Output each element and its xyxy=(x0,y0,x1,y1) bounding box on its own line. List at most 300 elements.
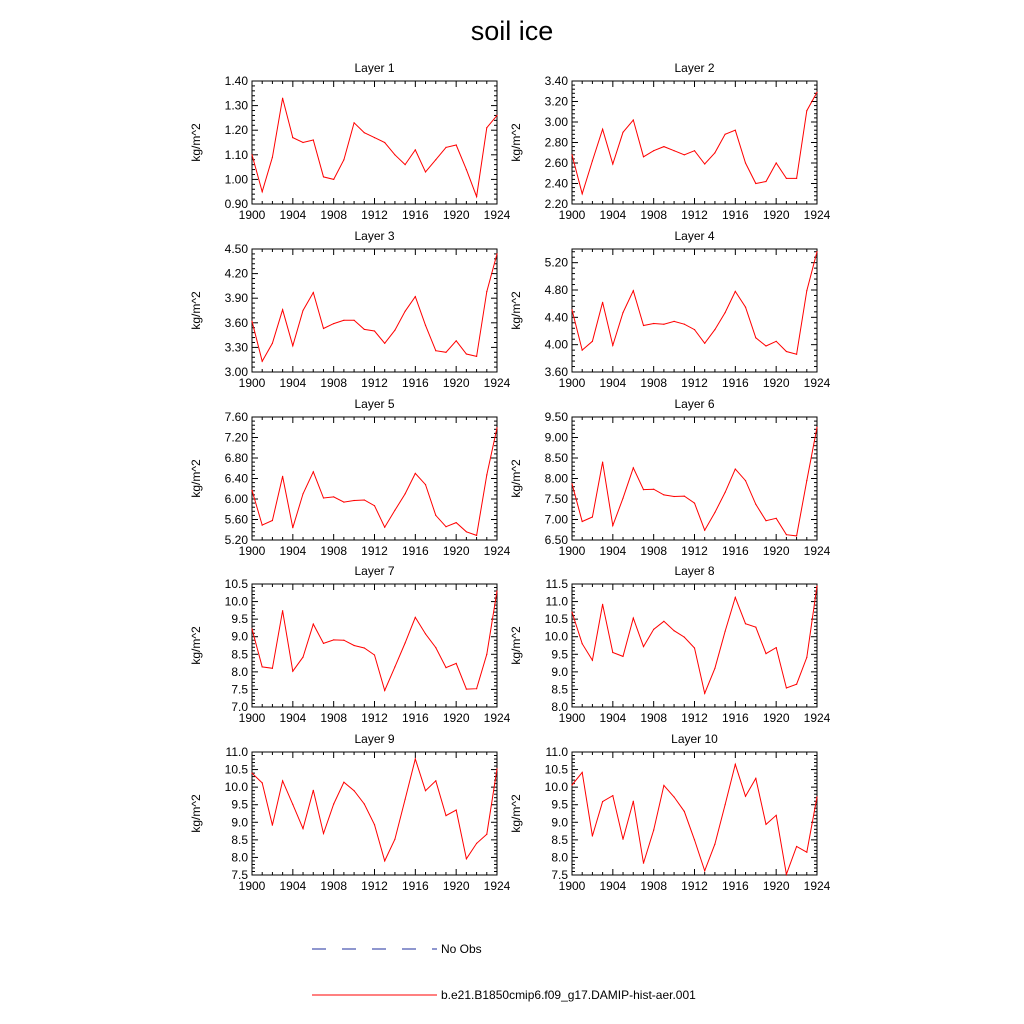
data-point xyxy=(251,773,252,774)
panel-title: Layer 1 xyxy=(354,61,395,75)
data-point xyxy=(445,147,446,148)
x-tick-label: 1916 xyxy=(401,544,429,558)
y-tick-label: 7.20 xyxy=(224,430,248,445)
data-point xyxy=(486,654,487,655)
data-point xyxy=(302,493,303,494)
x-tick-label: 1924 xyxy=(803,208,831,222)
data-point xyxy=(435,647,436,648)
data-point xyxy=(684,496,685,497)
data-point xyxy=(765,520,766,521)
data-point xyxy=(405,642,406,643)
y-tick-label: 9.0 xyxy=(231,629,248,644)
data-point xyxy=(354,645,355,646)
data-point xyxy=(262,361,263,362)
x-tick-label: 1920 xyxy=(762,544,790,558)
data-point xyxy=(663,785,664,786)
data-point xyxy=(643,646,644,647)
data-point xyxy=(816,92,817,93)
y-tick-label: 7.0 xyxy=(231,700,248,714)
data-point xyxy=(476,688,477,689)
data-point xyxy=(456,340,457,341)
x-tick-label: 1924 xyxy=(483,376,511,390)
data-point xyxy=(765,653,766,654)
data-point xyxy=(816,251,817,252)
data-point xyxy=(622,839,623,840)
data-point xyxy=(282,610,283,611)
data-point xyxy=(684,811,685,812)
x-tick-label: 1924 xyxy=(803,879,831,893)
data-point xyxy=(384,343,385,344)
data-point xyxy=(323,833,324,834)
data-point xyxy=(394,510,395,511)
y-tick-label: 8.0 xyxy=(231,850,248,865)
data-point xyxy=(374,505,375,506)
data-point xyxy=(456,522,457,523)
data-point xyxy=(333,323,334,324)
data-point xyxy=(612,525,613,526)
x-tick-label: 1924 xyxy=(483,544,511,558)
data-point xyxy=(694,503,695,504)
data-point xyxy=(486,474,487,475)
data-point xyxy=(415,296,416,297)
data-point xyxy=(612,345,613,346)
y-tick-label: 4.80 xyxy=(544,283,568,297)
data-point xyxy=(714,152,715,153)
panel-title: Layer 6 xyxy=(674,397,715,411)
x-tick-label: 1912 xyxy=(681,544,708,558)
data-point xyxy=(251,321,252,322)
x-tick-label: 1900 xyxy=(558,208,586,222)
x-tick-label: 1916 xyxy=(401,879,429,893)
data-point xyxy=(796,535,797,536)
data-point xyxy=(333,496,334,497)
data-point xyxy=(745,162,746,163)
data-point xyxy=(653,150,654,151)
data-point xyxy=(456,809,457,810)
data-point xyxy=(571,309,572,310)
y-tick-label: 11.0 xyxy=(545,745,568,759)
panel-layer-3 xyxy=(189,229,511,390)
y-tick-label: 1.00 xyxy=(224,172,248,187)
data-point xyxy=(674,796,675,797)
data-point xyxy=(622,656,623,657)
data-point xyxy=(571,784,572,785)
x-tick-label: 1912 xyxy=(681,376,708,390)
data-point xyxy=(806,290,807,291)
legend-no-obs-label: No Obs xyxy=(441,942,482,956)
data-point xyxy=(476,356,477,357)
y-tick-label: 1.10 xyxy=(224,147,248,162)
data-point xyxy=(663,324,664,325)
y-tick-label: 8.0 xyxy=(231,664,248,679)
x-tick-label: 1920 xyxy=(442,544,470,558)
data-point xyxy=(282,98,283,99)
y-tick-label: 4.40 xyxy=(544,310,568,325)
y-tick-label: 10.0 xyxy=(224,780,248,795)
data-point xyxy=(714,844,715,845)
data-point xyxy=(313,471,314,472)
y-tick-label: 3.40 xyxy=(544,74,568,88)
x-tick-label: 1920 xyxy=(442,208,470,222)
data-point xyxy=(776,518,777,519)
data-point xyxy=(592,835,593,836)
data-point xyxy=(592,341,593,342)
data-point xyxy=(674,321,675,322)
y-tick-label: 3.30 xyxy=(224,340,248,355)
y-tick-label: 11.5 xyxy=(545,577,568,591)
data-point xyxy=(456,663,457,664)
x-tick-label: 1900 xyxy=(238,711,266,725)
y-tick-label: 8.50 xyxy=(544,451,568,465)
data-point xyxy=(694,329,695,330)
data-point xyxy=(725,804,726,805)
data-point xyxy=(272,668,273,669)
y-tick-label: 9.5 xyxy=(231,797,248,812)
x-tick-label: 1924 xyxy=(483,208,511,222)
x-tick-label: 1904 xyxy=(599,208,627,222)
data-point xyxy=(374,330,375,331)
data-point xyxy=(796,684,797,685)
x-tick-label: 1904 xyxy=(599,879,627,893)
data-point xyxy=(394,666,395,667)
data-point xyxy=(496,427,497,428)
data-point xyxy=(612,652,613,653)
data-point xyxy=(582,521,583,522)
panels-group xyxy=(189,61,831,893)
data-point xyxy=(622,132,623,133)
data-point xyxy=(394,839,395,840)
data-point xyxy=(272,157,273,158)
data-point xyxy=(313,139,314,140)
y-tick-label: 3.60 xyxy=(224,315,248,330)
data-point xyxy=(302,310,303,311)
data-point xyxy=(755,337,756,338)
data-point xyxy=(725,134,726,135)
y-tick-label: 7.50 xyxy=(544,492,568,506)
data-point xyxy=(262,191,263,192)
y-axis-label: kg/m^2 xyxy=(509,459,523,498)
data-point xyxy=(582,350,583,351)
data-point xyxy=(476,196,477,197)
data-point xyxy=(476,535,477,536)
data-point xyxy=(302,657,303,658)
data-point xyxy=(323,176,324,177)
x-tick-label: 1916 xyxy=(721,879,749,893)
data-point xyxy=(714,329,715,330)
y-axis-label: kg/m^2 xyxy=(509,291,523,330)
data-point xyxy=(323,328,324,329)
y-tick-label: 10.0 xyxy=(224,594,248,609)
x-tick-label: 1900 xyxy=(558,376,586,390)
x-tick-label: 1908 xyxy=(320,208,348,222)
data-point xyxy=(394,154,395,155)
chart-title: soil ice xyxy=(470,16,554,46)
data-point xyxy=(663,621,664,622)
series-line xyxy=(572,586,817,693)
data-point xyxy=(725,312,726,313)
y-tick-label: 4.50 xyxy=(224,242,248,256)
data-point xyxy=(704,163,705,164)
panel-title: Layer 10 xyxy=(671,732,718,746)
y-axis-label: kg/m^2 xyxy=(189,459,203,498)
y-axis-label: kg/m^2 xyxy=(189,123,203,162)
data-point xyxy=(496,253,497,254)
y-tick-label: 9.5 xyxy=(551,647,568,662)
data-point xyxy=(796,846,797,847)
x-tick-label: 1916 xyxy=(721,711,749,725)
data-point xyxy=(653,829,654,830)
data-point xyxy=(425,790,426,791)
data-point xyxy=(435,780,436,781)
y-tick-label: 3.20 xyxy=(544,94,568,109)
y-tick-label: 7.5 xyxy=(231,682,248,697)
data-point xyxy=(735,764,736,765)
data-point xyxy=(694,647,695,648)
data-point xyxy=(384,690,385,691)
data-point xyxy=(486,291,487,292)
data-point xyxy=(262,782,263,783)
data-point xyxy=(415,758,416,759)
data-point xyxy=(674,630,675,631)
x-tick-label: 1908 xyxy=(320,544,348,558)
panel-layer-8 xyxy=(509,564,831,725)
series-line xyxy=(252,254,497,361)
data-point xyxy=(622,498,623,499)
data-point xyxy=(435,159,436,160)
y-tick-label: 11.0 xyxy=(545,594,568,609)
data-point xyxy=(633,801,634,802)
data-point xyxy=(725,631,726,632)
y-axis-label: kg/m^2 xyxy=(189,291,203,330)
x-tick-label: 1900 xyxy=(238,879,266,893)
x-tick-label: 1912 xyxy=(361,711,388,725)
x-tick-label: 1912 xyxy=(361,208,388,222)
data-point xyxy=(333,179,334,180)
series-line xyxy=(572,252,817,355)
series-line xyxy=(252,759,497,861)
data-point xyxy=(354,500,355,501)
legend-series-label: b.e21.B1850cmip6.f09_g17.DAMIP-hist-aer.001 xyxy=(441,988,696,1002)
x-tick-label: 1912 xyxy=(681,879,708,893)
plot-frame xyxy=(572,584,817,707)
panel-title: Layer 4 xyxy=(674,229,715,243)
data-point xyxy=(612,795,613,796)
data-point xyxy=(374,824,375,825)
x-tick-label: 1924 xyxy=(803,544,831,558)
data-point xyxy=(745,480,746,481)
data-point xyxy=(323,643,324,644)
x-tick-label: 1916 xyxy=(721,376,749,390)
data-point xyxy=(806,110,807,111)
y-tick-label: 2.40 xyxy=(544,176,568,191)
data-point xyxy=(633,290,634,291)
y-tick-label: 9.0 xyxy=(551,815,568,830)
data-point xyxy=(354,790,355,791)
data-point xyxy=(612,163,613,164)
y-tick-label: 3.00 xyxy=(224,365,248,379)
plot-frame xyxy=(252,81,497,204)
panel-layer-9 xyxy=(189,732,511,893)
data-point xyxy=(806,657,807,658)
y-tick-label: 2.80 xyxy=(544,135,568,150)
y-tick-label: 9.5 xyxy=(231,612,248,627)
x-tick-label: 1920 xyxy=(762,711,790,725)
data-point xyxy=(776,647,777,648)
data-point xyxy=(602,801,603,802)
x-tick-label: 1920 xyxy=(762,879,790,893)
x-tick-label: 1912 xyxy=(681,711,708,725)
data-point xyxy=(633,467,634,468)
y-tick-label: 4.20 xyxy=(224,266,248,281)
data-point xyxy=(602,462,603,463)
data-point xyxy=(745,623,746,624)
data-point xyxy=(282,780,283,781)
x-tick-label: 1916 xyxy=(401,376,429,390)
y-tick-label: 8.5 xyxy=(231,832,248,847)
data-point xyxy=(394,330,395,331)
y-tick-label: 5.60 xyxy=(224,512,248,527)
data-point xyxy=(354,122,355,123)
data-point xyxy=(776,162,777,163)
x-tick-label: 1916 xyxy=(721,208,749,222)
data-point xyxy=(633,119,634,120)
data-point xyxy=(466,169,467,170)
data-point xyxy=(745,796,746,797)
data-point xyxy=(292,137,293,138)
x-tick-label: 1908 xyxy=(640,879,668,893)
plot-frame xyxy=(572,752,817,875)
data-point xyxy=(374,654,375,655)
y-axis-label: kg/m^2 xyxy=(509,123,523,162)
y-tick-label: 8.00 xyxy=(544,471,568,486)
data-point xyxy=(714,668,715,669)
data-point xyxy=(592,160,593,161)
plot-frame xyxy=(572,417,817,540)
data-point xyxy=(704,870,705,871)
data-point xyxy=(765,824,766,825)
data-point xyxy=(776,815,777,816)
y-tick-label: 10.0 xyxy=(544,629,568,644)
data-point xyxy=(571,483,572,484)
data-point xyxy=(313,790,314,791)
data-point xyxy=(272,343,273,344)
x-tick-label: 1920 xyxy=(442,376,470,390)
data-point xyxy=(435,350,436,351)
data-point xyxy=(466,689,467,690)
y-axis-label: kg/m^2 xyxy=(509,794,523,833)
data-point xyxy=(486,834,487,835)
data-point xyxy=(735,469,736,470)
data-point xyxy=(643,156,644,157)
data-point xyxy=(663,494,664,495)
data-point xyxy=(445,667,446,668)
panel-title: Layer 5 xyxy=(354,397,395,411)
data-point xyxy=(425,484,426,485)
data-point xyxy=(323,497,324,498)
y-tick-label: 7.5 xyxy=(551,868,568,882)
data-point xyxy=(816,427,817,428)
data-point xyxy=(251,154,252,155)
x-tick-label: 1920 xyxy=(442,879,470,893)
x-tick-label: 1900 xyxy=(558,711,586,725)
data-point xyxy=(292,804,293,805)
data-point xyxy=(735,597,736,598)
data-point xyxy=(445,526,446,527)
series-line xyxy=(572,92,817,194)
x-tick-label: 1900 xyxy=(238,208,266,222)
x-tick-label: 1900 xyxy=(558,879,586,893)
y-tick-label: 1.40 xyxy=(224,74,248,88)
y-tick-label: 7.60 xyxy=(224,410,248,424)
panel-layer-7 xyxy=(189,564,511,725)
y-tick-label: 6.80 xyxy=(224,451,248,465)
data-point xyxy=(571,154,572,155)
data-point xyxy=(292,527,293,528)
data-point xyxy=(755,504,756,505)
y-tick-label: 1.30 xyxy=(224,98,248,113)
data-point xyxy=(313,624,314,625)
x-tick-label: 1904 xyxy=(599,711,627,725)
data-point xyxy=(674,496,675,497)
x-tick-label: 1920 xyxy=(762,208,790,222)
series-line xyxy=(252,428,497,536)
y-tick-label: 9.0 xyxy=(551,664,568,679)
data-point xyxy=(796,354,797,355)
data-point xyxy=(714,512,715,513)
data-point xyxy=(364,803,365,804)
panel-layer-1 xyxy=(189,61,511,222)
data-point xyxy=(343,782,344,783)
data-point xyxy=(282,309,283,310)
data-point xyxy=(643,863,644,864)
data-point xyxy=(405,799,406,800)
y-tick-label: 10.0 xyxy=(544,780,568,795)
data-point xyxy=(466,531,467,532)
y-tick-label: 8.0 xyxy=(551,700,568,714)
y-tick-label: 3.90 xyxy=(224,291,248,306)
y-tick-label: 9.5 xyxy=(551,797,568,812)
data-point xyxy=(384,527,385,528)
data-point xyxy=(602,302,603,303)
x-tick-label: 1904 xyxy=(279,376,307,390)
data-point xyxy=(292,345,293,346)
series-line xyxy=(572,427,817,536)
legend xyxy=(312,942,696,1002)
data-point xyxy=(302,828,303,829)
data-point xyxy=(633,618,634,619)
data-point xyxy=(796,178,797,179)
panel-title: Layer 3 xyxy=(354,229,395,243)
panel-title: Layer 7 xyxy=(354,564,395,578)
data-point xyxy=(384,142,385,143)
data-point xyxy=(663,146,664,147)
y-tick-label: 5.20 xyxy=(224,533,248,547)
x-tick-label: 1908 xyxy=(640,711,668,725)
plot-frame xyxy=(572,81,817,204)
x-tick-label: 1920 xyxy=(442,711,470,725)
data-point xyxy=(571,612,572,613)
data-point xyxy=(496,590,497,591)
data-point xyxy=(704,530,705,531)
data-point xyxy=(653,323,654,324)
x-tick-label: 1904 xyxy=(599,376,627,390)
data-point xyxy=(684,154,685,155)
data-point xyxy=(313,292,314,293)
y-tick-label: 8.0 xyxy=(551,850,568,865)
data-point xyxy=(694,150,695,151)
data-point xyxy=(302,142,303,143)
y-tick-label: 8.5 xyxy=(551,832,568,847)
